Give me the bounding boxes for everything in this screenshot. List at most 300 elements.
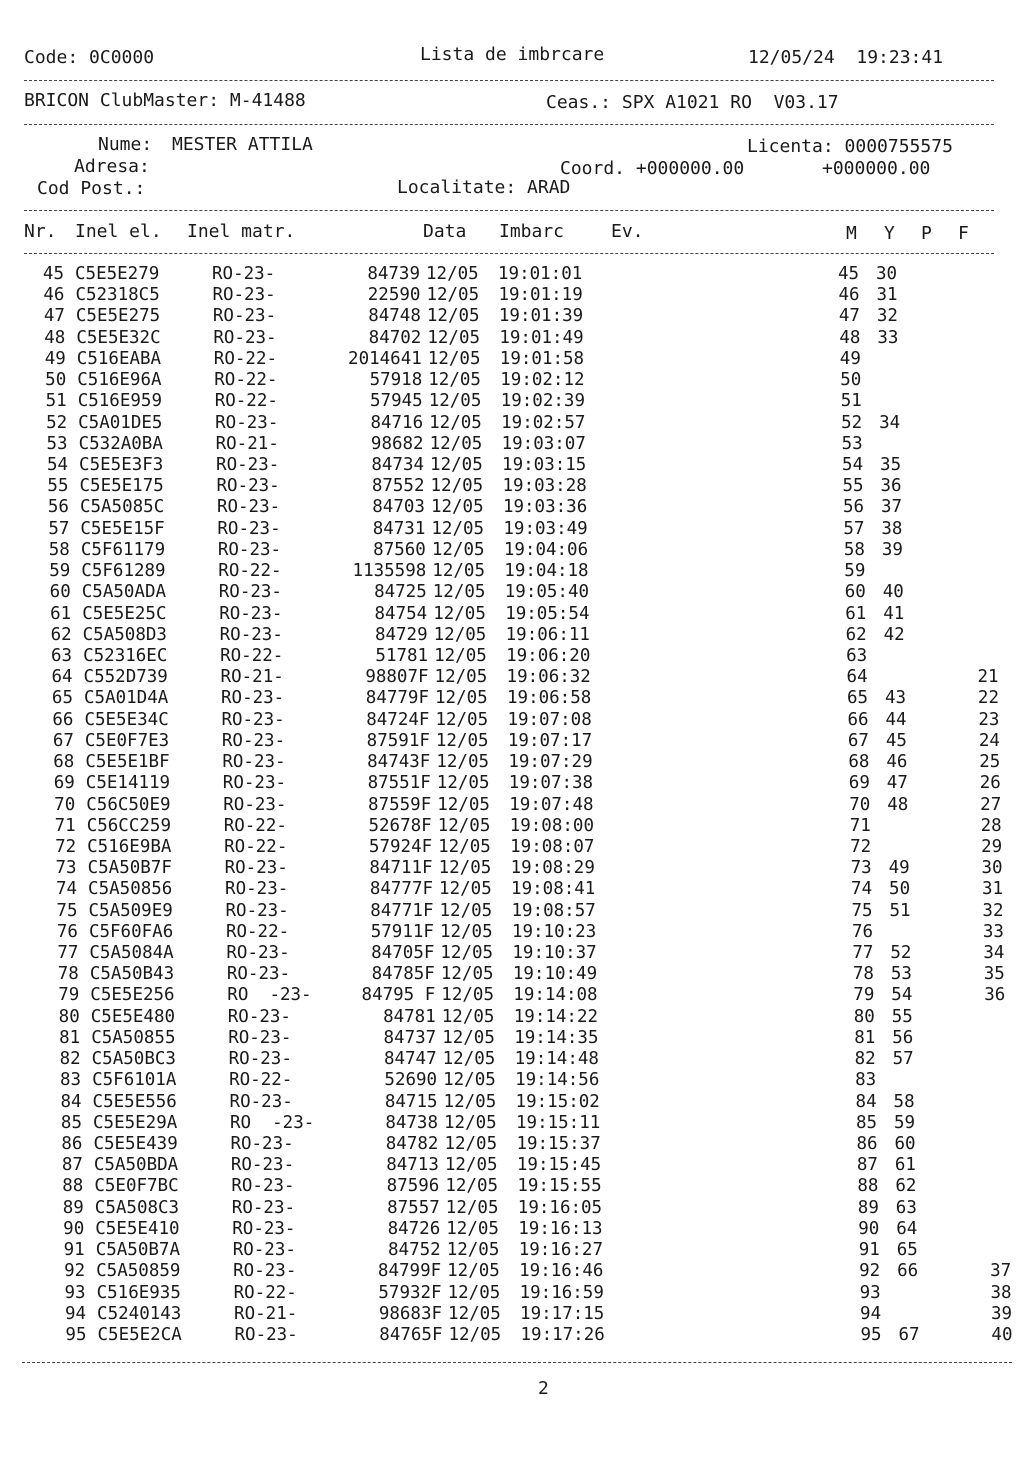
- basket-time: 19:05:40: [504, 582, 590, 603]
- marker-m: 89: [857, 1197, 879, 1218]
- ring-number: 52690: [384, 1070, 438, 1091]
- row-number: 52: [46, 412, 68, 433]
- row-number: 63: [51, 645, 73, 666]
- row-number: 45: [42, 264, 64, 284]
- basket-time: 19:07:17: [507, 730, 593, 751]
- marker-m: 87: [856, 1155, 878, 1176]
- ring-prefix: RO-23-: [226, 964, 291, 985]
- marker-y: 58: [893, 1091, 915, 1112]
- ring-number: 87552: [371, 476, 425, 497]
- basket-date: 12/05: [433, 624, 487, 645]
- ring-prefix: RO-22-: [224, 836, 288, 857]
- row-number: 77: [57, 943, 79, 964]
- marker-m: 45: [838, 264, 860, 284]
- ring-prefix: RO-23-: [227, 1006, 291, 1027]
- separator-line: [24, 253, 994, 254]
- basket-date: 12/05: [427, 348, 481, 369]
- basket-time: 19:14:08: [513, 985, 598, 1006]
- basket-time: 19:16:05: [517, 1197, 603, 1218]
- electronic-ring: C5E5E2CA: [97, 1325, 182, 1345]
- marker-f: 31: [981, 879, 1004, 900]
- basket-date: 12/05: [441, 985, 494, 1006]
- marker-f: 37: [990, 1261, 1012, 1282]
- row-number: 95: [65, 1325, 87, 1345]
- ring-prefix: RO-22-: [213, 348, 278, 369]
- marker-m: 50: [840, 370, 862, 391]
- coordinates: Coord. +000000.00: [560, 158, 745, 179]
- column-header-nr: Nr.: [24, 221, 57, 242]
- basket-date: 12/05: [440, 943, 494, 964]
- ring-prefix: RO-23-: [223, 794, 287, 815]
- basket-date: 12/05: [428, 370, 481, 391]
- owner-name-label: Nume:: [98, 134, 153, 155]
- ring-prefix: RO-23-: [230, 1134, 294, 1155]
- marker-m: 65: [847, 688, 869, 709]
- table-row: [0, 264, 1024, 285]
- marker-m: 71: [849, 815, 871, 836]
- ring-prefix: RO-22-: [223, 815, 287, 836]
- electronic-ring: C5F61289: [81, 561, 166, 582]
- marker-m: 59: [844, 561, 866, 582]
- marker-y: 31: [876, 285, 898, 306]
- basket-time: 19:08:57: [511, 900, 596, 921]
- electronic-ring: C5A5085C: [79, 497, 165, 518]
- electronic-ring: C5E5E15F: [80, 518, 165, 539]
- table-row: [0, 1198, 1024, 1219]
- ring-prefix: RO-23-: [217, 518, 281, 539]
- row-number: 83: [60, 1070, 82, 1091]
- column-header-date: Data: [423, 221, 467, 242]
- marker-f: 39: [990, 1303, 1013, 1324]
- table-row: [0, 413, 1024, 434]
- ring-number: 87551F: [367, 773, 431, 794]
- ring-prefix: RO-23-: [231, 1176, 295, 1197]
- marker-f: 24: [978, 730, 1000, 751]
- table-row: [0, 434, 1024, 455]
- table-row: [0, 1113, 1024, 1134]
- ring-number: 57932F: [378, 1282, 442, 1303]
- table-row: [0, 1028, 1024, 1049]
- basket-time: 19:15:37: [516, 1134, 601, 1155]
- row-number: 53: [46, 433, 68, 454]
- table-row: [0, 964, 1024, 985]
- ring-number: 84738: [385, 1112, 438, 1133]
- ring-prefix: RO-21-: [234, 1303, 298, 1324]
- ring-prefix: RO-22-: [218, 561, 282, 582]
- table-row: [0, 625, 1024, 646]
- row-number: 58: [48, 539, 70, 560]
- marker-m: 55: [842, 476, 864, 497]
- marker-y: 34: [879, 412, 901, 433]
- marker-m: 85: [856, 1112, 878, 1133]
- basket-time: 19:07:29: [508, 752, 593, 773]
- basket-date: 12/05: [440, 964, 494, 985]
- row-number: 46: [43, 285, 65, 306]
- marker-y: 49: [888, 858, 910, 879]
- table-row: [0, 667, 1024, 688]
- row-number: 89: [62, 1197, 84, 1218]
- basket-date: 12/05: [432, 582, 486, 603]
- electronic-ring: C5E5E1BF: [85, 752, 170, 773]
- basket-time: 19:06:32: [506, 667, 591, 688]
- marker-m: 80: [853, 1006, 875, 1027]
- row-number: 69: [53, 773, 75, 794]
- ring-number: 84703: [372, 497, 425, 518]
- marker-y: 30: [876, 264, 898, 284]
- ring-number: 84737: [383, 1027, 437, 1048]
- basket-time: 19:17:15: [520, 1303, 605, 1324]
- basket-time: 19:08:00: [509, 815, 594, 836]
- basket-time: 19:02:12: [500, 370, 585, 391]
- row-number: 64: [51, 667, 73, 688]
- ring-prefix: RO-22-: [214, 391, 278, 412]
- marker-y: 61: [894, 1155, 916, 1176]
- ring-number: 84752: [388, 1240, 441, 1261]
- row-number: 87: [61, 1155, 83, 1176]
- electronic-ring: C5A509E9: [88, 900, 173, 921]
- basket-date: 12/05: [428, 391, 482, 412]
- table-row: [0, 1070, 1024, 1091]
- table-row: [0, 773, 1024, 794]
- marker-m: 76: [851, 921, 874, 942]
- clock-label: Ceas.: SPX A1021 RO V03.17: [546, 92, 839, 113]
- marker-m: 83: [855, 1070, 877, 1091]
- electronic-ring: C5240143: [97, 1303, 182, 1324]
- basket-date: 12/05: [430, 454, 483, 475]
- ring-number: 84726: [387, 1218, 441, 1239]
- column-header-m: M: [846, 223, 857, 244]
- row-number: 85: [60, 1112, 82, 1133]
- ring-prefix: RO-23-: [230, 1155, 295, 1176]
- marker-y: 53: [890, 964, 912, 985]
- basket-date: 12/05: [426, 306, 480, 327]
- marker-m: 95: [860, 1325, 882, 1345]
- marker-m: 52: [841, 412, 863, 433]
- marker-y: 52: [890, 943, 912, 964]
- marker-y: 50: [889, 879, 911, 900]
- basket-time: 19:01:39: [498, 306, 584, 327]
- table-row: [0, 922, 1024, 943]
- ring-number: 84779F: [365, 688, 429, 709]
- ring-prefix: RO -23-: [227, 985, 312, 1006]
- ring-prefix: RO-23-: [225, 879, 289, 900]
- basket-date: 12/05: [447, 1282, 501, 1303]
- marker-f: 23: [978, 709, 1000, 730]
- table-row: [0, 1155, 1024, 1176]
- row-number: 80: [58, 1006, 80, 1027]
- basket-date: 12/05: [438, 858, 492, 879]
- electronic-ring: C5A50855: [91, 1027, 176, 1048]
- basket-date: 12/05: [439, 879, 492, 900]
- marker-m: 54: [842, 454, 864, 475]
- marker-m: 82: [854, 1049, 876, 1070]
- table-row: [0, 731, 1024, 752]
- marker-m: 68: [848, 752, 870, 773]
- electronic-ring: C52318C5: [75, 285, 160, 306]
- ring-prefix: RO-23-: [216, 476, 280, 497]
- basket-time: 19:14:35: [514, 1027, 599, 1048]
- table-row: [0, 306, 1024, 327]
- basket-time: 19:01:49: [499, 327, 584, 348]
- club-master-label: BRICON ClubMaster: M-41488: [24, 90, 306, 111]
- table-row: [0, 1176, 1024, 1197]
- marker-f: 34: [983, 943, 1005, 964]
- page-number: 2: [538, 1378, 549, 1399]
- table-row: [0, 328, 1024, 349]
- row-number: 47: [43, 306, 65, 327]
- table-row: [0, 1007, 1024, 1028]
- ring-prefix: RO-23-: [217, 539, 282, 560]
- marker-m: 70: [849, 794, 871, 815]
- ring-number: 51781: [375, 645, 429, 666]
- marker-y: 42: [883, 624, 905, 645]
- ring-prefix: RO-23-: [221, 709, 285, 730]
- electronic-ring: C5A50856: [88, 879, 173, 900]
- table-row: [0, 688, 1024, 709]
- electronic-ring: C5E5E275: [75, 306, 161, 327]
- ring-prefix: RO-21-: [220, 667, 284, 688]
- marker-f: 27: [980, 794, 1002, 815]
- basket-time: 19:08:41: [511, 879, 596, 900]
- ring-prefix: RO-23-: [228, 1027, 292, 1048]
- basket-time: 19:14:48: [514, 1049, 599, 1070]
- table-row: [0, 349, 1024, 370]
- electronic-ring: C532A0BA: [78, 433, 163, 454]
- ring-prefix: RO-23-: [232, 1218, 296, 1239]
- ring-prefix: RO-23-: [216, 454, 280, 475]
- ring-number: 84777F: [369, 879, 434, 900]
- ring-number: 87560: [373, 539, 426, 560]
- row-number: 86: [61, 1134, 83, 1155]
- row-number: 73: [55, 858, 77, 879]
- table-row: [0, 391, 1024, 412]
- row-number: 74: [55, 879, 78, 900]
- basket-time: 19:15:45: [516, 1155, 602, 1176]
- marker-f: 30: [981, 858, 1003, 879]
- basket-date: 12/05: [435, 709, 489, 730]
- basket-time: 19:06:20: [506, 645, 591, 666]
- ring-prefix: RO-23-: [234, 1325, 298, 1345]
- row-number: 48: [44, 327, 66, 348]
- basket-time: 19:16:13: [518, 1218, 603, 1239]
- table-row: [0, 879, 1024, 900]
- table-row: [0, 1283, 1024, 1304]
- basket-time: 19:14:56: [515, 1070, 600, 1091]
- column-header-ring-number: Inel matr.: [187, 221, 296, 242]
- marker-m: 69: [848, 773, 870, 794]
- marker-m: 78: [852, 964, 874, 985]
- marker-y: 35: [880, 454, 902, 475]
- basket-time: 19:03:49: [503, 518, 588, 539]
- table-row: [0, 858, 1024, 879]
- owner-name: MESTER ATTILA: [172, 134, 313, 155]
- row-number: 90: [63, 1218, 85, 1239]
- marker-m: 90: [858, 1218, 880, 1239]
- ring-number: 84702: [368, 327, 422, 348]
- table-row: [0, 1092, 1024, 1113]
- basket-time: 19:06:11: [505, 624, 590, 645]
- marker-m: 61: [845, 603, 867, 624]
- basket-date: 12/05: [430, 476, 484, 497]
- electronic-ring: C5E5E32C: [76, 327, 161, 348]
- basket-time: 19:03:28: [502, 476, 587, 497]
- marker-m: 67: [847, 730, 869, 751]
- basket-date: 12/05: [443, 1070, 496, 1091]
- basket-time: 19:17:26: [520, 1325, 605, 1345]
- basket-time: 19:16:46: [519, 1261, 604, 1282]
- ring-number: 84748: [368, 306, 421, 327]
- basket-time: 19:10:37: [512, 943, 597, 964]
- ring-prefix: RO-23-: [215, 412, 279, 433]
- table-row: [0, 519, 1024, 540]
- column-header-y: Y: [884, 223, 895, 244]
- ring-number: 87559F: [368, 794, 432, 815]
- ring-number: 84781: [383, 1006, 436, 1027]
- basket-time: 19:01:58: [499, 348, 585, 369]
- ring-number: 84743F: [367, 752, 431, 773]
- marker-y: 47: [886, 773, 908, 794]
- ring-number: 98682: [370, 433, 424, 454]
- basket-date: 12/05: [442, 1027, 495, 1048]
- marker-m: 53: [841, 433, 863, 454]
- column-header-event: Ev.: [611, 221, 644, 242]
- marker-f: 21: [977, 667, 999, 688]
- ring-prefix: RO-22-: [229, 1070, 293, 1091]
- table-row: [0, 582, 1024, 603]
- row-number: 82: [59, 1049, 81, 1070]
- electronic-ring: C5E0F7E3: [84, 730, 170, 751]
- basket-date: 12/05: [435, 730, 489, 751]
- basket-date: 12/05: [432, 561, 485, 582]
- ring-number: 84705F: [371, 943, 435, 964]
- marker-y: 67: [898, 1325, 920, 1345]
- row-number: 59: [49, 561, 71, 582]
- ring-number: 98683F: [378, 1303, 443, 1324]
- marker-m: 66: [847, 709, 869, 730]
- basket-time: 19:05:54: [505, 603, 590, 624]
- basket-date: 12/05: [436, 773, 490, 794]
- marker-m: 46: [838, 285, 860, 306]
- marker-y: 63: [895, 1197, 917, 1218]
- basket-date: 12/05: [431, 518, 485, 539]
- marker-y: 43: [885, 688, 907, 709]
- marker-m: 49: [839, 348, 861, 369]
- basket-date: 12/05: [433, 603, 486, 624]
- electronic-ring: C5A5084A: [89, 943, 174, 964]
- basket-date: 12/05: [442, 1049, 496, 1070]
- ring-number: 84739: [367, 264, 420, 284]
- table-row: [0, 1261, 1024, 1282]
- basket-date: 12/05: [429, 412, 482, 433]
- marker-m: 64: [846, 667, 868, 688]
- basket-time: 19:02:57: [501, 412, 586, 433]
- marker-y: 46: [886, 752, 908, 773]
- electronic-ring: C56C50E9: [86, 794, 171, 815]
- ring-number: 57945: [370, 391, 423, 412]
- electronic-ring: C5E5E3F3: [79, 454, 164, 475]
- table-row: [0, 497, 1024, 518]
- basket-date: 12/05: [426, 264, 479, 284]
- marker-y: 66: [897, 1261, 919, 1282]
- basket-date: 12/05: [448, 1303, 501, 1324]
- electronic-ring: C52316EC: [83, 645, 168, 666]
- ring-number: 84771F: [370, 900, 434, 921]
- ring-number: 84747: [383, 1049, 437, 1070]
- ring-prefix: RO-23-: [222, 752, 286, 773]
- ring-prefix: RO-23-: [221, 688, 285, 709]
- electronic-ring: C516E9BA: [87, 836, 172, 857]
- table-row: [0, 943, 1024, 964]
- marker-y: 56: [892, 1027, 914, 1048]
- table-row: [0, 1134, 1024, 1155]
- row-number: 88: [62, 1176, 84, 1197]
- ring-prefix: RO-23-: [219, 603, 283, 624]
- basket-date: 12/05: [437, 794, 490, 815]
- basket-date: 12/05: [444, 1112, 497, 1133]
- row-number: 75: [56, 900, 78, 921]
- basket-date: 12/05: [448, 1325, 502, 1345]
- electronic-ring: C5A50BDA: [93, 1155, 179, 1176]
- basket-time: 19:10:49: [512, 964, 598, 985]
- ring-number: 57918: [369, 370, 423, 391]
- table-row: [0, 752, 1024, 773]
- electronic-ring: C5F6101A: [92, 1070, 177, 1091]
- row-number: 50: [45, 370, 67, 391]
- ring-number: 52678F: [368, 815, 432, 836]
- ring-prefix: RO-23-: [225, 900, 289, 921]
- basket-date: 12/05: [430, 497, 484, 518]
- marker-m: 88: [857, 1176, 879, 1197]
- marker-m: 73: [850, 858, 872, 879]
- electronic-ring: C5E0F7BC: [94, 1176, 179, 1197]
- ring-prefix: RO-23-: [221, 730, 286, 751]
- ring-number: 84716: [370, 412, 424, 433]
- table-row: [0, 985, 1024, 1006]
- marker-m: 56: [842, 497, 865, 518]
- license-number: Licenta: 0000755575: [747, 136, 953, 157]
- marker-m: 86: [856, 1134, 878, 1155]
- basket-date: 12/05: [434, 667, 488, 688]
- marker-y: 40: [882, 582, 904, 603]
- ring-number: 84754: [374, 603, 428, 624]
- ring-number: 98807F: [365, 667, 429, 688]
- marker-m: 81: [854, 1027, 876, 1048]
- marker-m: 92: [859, 1261, 881, 1282]
- ring-number: 84713: [386, 1155, 439, 1176]
- ring-number: 84795 F: [361, 985, 436, 1006]
- row-number: 65: [51, 688, 73, 709]
- row-number: 51: [45, 391, 67, 412]
- ring-number: 57924F: [368, 836, 433, 857]
- marker-y: 45: [885, 730, 907, 751]
- basket-time: 19:07:48: [509, 794, 594, 815]
- basket-time: 19:07:38: [508, 773, 594, 794]
- basket-date: 12/05: [445, 1197, 499, 1218]
- print-datetime: 12/05/24 19:23:41: [748, 47, 944, 68]
- electronic-ring: C5A50859: [96, 1261, 181, 1282]
- row-number: 91: [63, 1240, 85, 1261]
- electronic-ring: C5A01D4A: [84, 688, 169, 709]
- ring-prefix: RO-23-: [212, 306, 277, 327]
- table-row: [0, 1304, 1024, 1325]
- separator-line: [24, 210, 994, 211]
- marker-y: 48: [887, 794, 909, 815]
- row-number: 49: [44, 348, 66, 369]
- table-row: [0, 1049, 1024, 1070]
- document-title: Lista de imbrcare: [420, 44, 605, 65]
- basket-date: 12/05: [444, 1155, 498, 1176]
- marker-y: 57: [892, 1049, 914, 1070]
